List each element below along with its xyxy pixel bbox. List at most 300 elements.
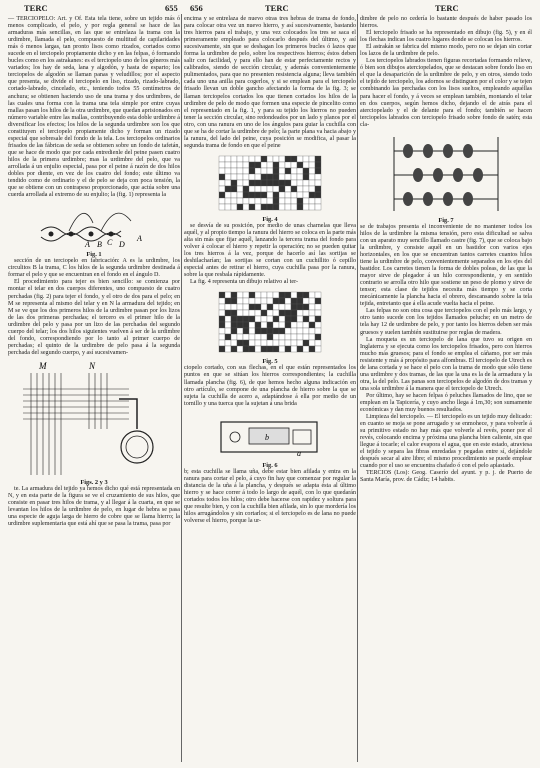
pattern-cell	[243, 204, 249, 210]
pattern-cell	[267, 180, 273, 186]
pattern-cell	[237, 162, 243, 168]
pattern-cell	[219, 298, 225, 304]
pattern-cell	[273, 328, 279, 334]
pattern-cell	[249, 174, 255, 180]
pattern-cell	[279, 174, 285, 180]
pattern-cell	[291, 186, 297, 192]
figure-label: A	[85, 240, 90, 250]
pattern-cell	[303, 174, 309, 180]
pattern-cell	[303, 322, 309, 328]
pattern-cell	[231, 316, 237, 322]
pattern-cell	[315, 198, 321, 204]
pattern-cell	[291, 304, 297, 310]
pattern-cell	[237, 292, 243, 298]
pattern-cell	[255, 204, 261, 210]
pattern-cell	[231, 198, 237, 204]
pattern-cell	[273, 316, 279, 322]
pattern-cell	[231, 334, 237, 340]
pattern-cell	[231, 322, 237, 328]
pattern-cell	[315, 168, 321, 174]
pattern-cell	[231, 168, 237, 174]
pattern-cell	[261, 174, 267, 180]
pattern-cell	[285, 340, 291, 346]
pattern-cell	[285, 292, 291, 298]
pattern-cell	[273, 204, 279, 210]
pattern-cell	[231, 186, 237, 192]
pattern-cell	[267, 334, 273, 340]
pattern-cell	[261, 192, 267, 198]
pattern-cell	[309, 346, 315, 352]
pattern-cell	[315, 192, 321, 198]
pattern-cell	[303, 304, 309, 310]
pattern-cell	[309, 310, 315, 316]
pattern-cell	[297, 334, 303, 340]
figure-7-castre-apparatus	[386, 131, 506, 215]
pattern-cell	[291, 204, 297, 210]
pattern-cell	[297, 298, 303, 304]
pattern-cell	[225, 346, 231, 352]
pattern-cell	[297, 198, 303, 204]
pattern-cell	[225, 204, 231, 210]
pattern-cell	[261, 316, 267, 322]
pattern-cell	[243, 328, 249, 334]
pattern-cell	[231, 192, 237, 198]
pattern-cell	[261, 156, 267, 162]
pattern-cell	[261, 346, 267, 352]
column-right	[360, 16, 532, 485]
pattern-cell	[219, 310, 225, 316]
pattern-cell	[267, 298, 273, 304]
pattern-cell	[249, 198, 255, 204]
pattern-cell	[303, 186, 309, 192]
pattern-cell	[297, 180, 303, 186]
pattern-cell	[249, 162, 255, 168]
pattern-cell	[243, 292, 249, 298]
pattern-cell	[219, 334, 225, 340]
pattern-cell	[285, 304, 291, 310]
pattern-cell	[249, 334, 255, 340]
pattern-cell	[237, 346, 243, 352]
figure-caption: Fig. 4	[262, 215, 278, 223]
pattern-cell	[309, 192, 315, 198]
pattern-cell	[237, 322, 243, 328]
pattern-cell	[303, 316, 309, 322]
paragraph: — TERCIOPELO: Art. y Of. Esta tela tiene, sobre un tejido más ó menos complicado, el pelo, y por regla general se hace de las armaduras más sencillas, en las que se entrelaza la trama con la urdimbre, llamada el pelo, compuesto de multitud de capilaridades más ó menos largas, tan pronto lisos como rizados, cortados como sucede en el terciopelo propiamente dicho y en las felpas, ó formando bucles como en los astrakanes: es el terciopelo uno de los géneros más variados; los hay de seda, lana y algodón, y hasta de esparto; los terciopelos de algodón se llaman panas y veludillos; por el aspecto que presenta, se divide el terciopelo en liso, rizado, rizado-labrado, cortado-labrado, cincelado, etc., teniendo todos 55 centímetros de anchura; se obtienen haciendo uso de una trama y dos urdimbres, de las cuales una forma con la trama una tela simple por entre cuyas mallas pasan los hilos de la otra urdimbre, que quedan aprisionados en número variable entre las mallas, contribuyendo esta doble urdimbre á diversificar los efectos; los hilos de la segunda urdimbre son los que constituyen el terciopelo propiamente dicho y forman un rizado especial que sobresale del fondo de la tela. Los terciopelos ordinarios frisados de las fábricas de seda se obtienen sobre un fondo de tafetán, que se hace de modo que por cada entredienle del peine pasen cuatro hilos de la primera urdimbre; mas la urdimbre del pelo, que va arrollada á un enjulio especial, pasa por el peine á razón de dos hilos dobles por diente, en vez de los cuatro del fondo; este último va tendido como de ordinario y el de pelo se deja con poca tensión, la que se obtiene con un contrapeso proporcionado, que actúa sobre una cuerda arrollada al extremo de su enjulio; la (fig. 1) representa la	[8, 16, 180, 199]
pattern-cell	[219, 168, 225, 174]
pattern-cell	[285, 322, 291, 328]
pattern-cell	[243, 322, 249, 328]
paragraph: sección de un terciopelo en fabricación: A es la urdimbre, los circulitos B la trama, C los hilos de la segunda urdimbre destinada á formar el pelo y que se encuentran en el fondo en el ángulo D.	[8, 258, 180, 279]
pattern-cell	[219, 180, 225, 186]
pattern-cell	[297, 156, 303, 162]
pattern-cell	[303, 340, 309, 346]
pattern-cell	[219, 198, 225, 204]
page-number-left: 655	[165, 3, 178, 13]
page-header	[0, 0, 540, 14]
pattern-cell	[225, 298, 231, 304]
pattern-cell	[231, 180, 237, 186]
pattern-cell	[249, 304, 255, 310]
pattern-cell	[237, 156, 243, 162]
pattern-cell	[219, 322, 225, 328]
pattern-cell	[291, 316, 297, 322]
pattern-cell	[303, 180, 309, 186]
pattern-cell	[285, 316, 291, 322]
pattern-cell	[255, 174, 261, 180]
pattern-cell	[249, 346, 255, 352]
paragraph: Los terciopelos labrados tienen figuras recortadas formando relieve, ó bien son dibujos aterciopelados, que se destacan sobre fondo liso en el que la desaparición de la urdimbre de pelo, y en otros, siendo todo el tejido de terciopelo, los adornos se distinguen por el color y se tejen combinando las perchadas con los lisos sueltos, empleando aquéllas para hacer el fondo, y á veces se emplean también, montando el telar en dos cuerpos, según hemos dicho, dejando el de atrás para el aterciopelado y el de delante para el fondo; también se hacen terciopelos labrados con terciopelo frisado sobre fondo de satén; esta cla-	[360, 58, 532, 128]
pattern-cell	[243, 198, 249, 204]
pattern-cell	[279, 204, 285, 210]
paragraph: dimbre de pelo no cedería lo bastante después de haber pasado los hierros.	[360, 16, 532, 30]
pattern-cell	[297, 192, 303, 198]
pattern-cell	[255, 298, 261, 304]
running-title-right: TERC	[435, 3, 459, 13]
pattern-cell	[273, 198, 279, 204]
pattern-cell	[243, 168, 249, 174]
pattern-cell	[243, 316, 249, 322]
paragraph: La fig. 4 representa un dibujo relativo al ter-	[190, 279, 299, 286]
pattern-cell	[291, 298, 297, 304]
pattern-cell	[285, 328, 291, 334]
pattern-cell	[285, 162, 291, 168]
pattern-cell	[231, 304, 237, 310]
pattern-cell	[255, 162, 261, 168]
pattern-cell	[291, 162, 297, 168]
pattern-cell	[279, 298, 285, 304]
pattern-cell	[297, 316, 303, 322]
pattern-cell	[303, 204, 309, 210]
pattern-cell	[249, 310, 255, 316]
pattern-cell	[255, 346, 261, 352]
pattern-cell	[315, 334, 321, 340]
pattern-cell	[303, 298, 309, 304]
pattern-cell	[303, 156, 309, 162]
pattern-cell	[315, 316, 321, 322]
pattern-cell	[231, 156, 237, 162]
pattern-cell	[273, 292, 279, 298]
pattern-cell	[237, 316, 243, 322]
pattern-cell	[237, 310, 243, 316]
pattern-cell	[291, 156, 297, 162]
pattern-cell	[279, 334, 285, 340]
pattern-cell	[273, 162, 279, 168]
pattern-cell	[285, 174, 291, 180]
pattern-cell	[303, 334, 309, 340]
pattern-cell	[237, 186, 243, 192]
pattern-cell	[231, 340, 237, 346]
figure-1-velvet-section	[39, 201, 149, 249]
pattern-cell	[255, 322, 261, 328]
pattern-cell	[231, 310, 237, 316]
pattern-cell	[237, 304, 243, 310]
pattern-cell	[291, 192, 297, 198]
pattern-cell	[237, 298, 243, 304]
pattern-cell	[249, 186, 255, 192]
pattern-cell	[267, 204, 273, 210]
pattern-cell	[261, 340, 267, 346]
running-title-left: TERC	[24, 3, 48, 13]
pattern-cell	[255, 192, 261, 198]
pattern-cell	[267, 322, 273, 328]
pattern-cell	[303, 346, 309, 352]
pattern-cell	[273, 322, 279, 328]
pattern-cell	[231, 204, 237, 210]
pattern-cell	[225, 316, 231, 322]
pattern-cell	[237, 180, 243, 186]
pattern-cell	[309, 322, 315, 328]
pattern-cell	[303, 292, 309, 298]
pattern-cell	[267, 328, 273, 334]
pattern-cell	[225, 322, 231, 328]
pattern-cell	[273, 168, 279, 174]
pattern-cell	[261, 292, 267, 298]
pattern-cell	[285, 198, 291, 204]
pattern-cell	[225, 192, 231, 198]
pattern-cell	[219, 174, 225, 180]
pattern-cell	[273, 304, 279, 310]
pattern-cell	[297, 328, 303, 334]
pattern-cell	[309, 204, 315, 210]
paragraph: ciopelo cortado, con sus flechas, en el que están representados los puntos en que se sitúan los hierros correspondientes; la cuchilla llamada plancha (fig. 6), de que hemos hecho alguna indicación en otro artículo, se compone de una plancha de hierro sobre la que se sujeta la cuchilla de acero a, adaptándose á ella por medio de un tornillo y una tuerca que la sujetan á una brida	[184, 365, 356, 407]
pattern-cell	[219, 156, 225, 162]
pattern-cell	[291, 310, 297, 316]
pattern-cell	[237, 334, 243, 340]
paragraph: El astrakán se fabrica del mismo modo, pero no se dejan sin cortar los lazos de la urdimbre de pelo.	[360, 44, 532, 58]
pattern-cell	[249, 180, 255, 186]
pattern-cell	[279, 340, 285, 346]
pattern-cell	[267, 186, 273, 192]
paragraph: se desvía de su posición, por medio de unas charnelas que lleva aquél, y al propio tiempo la ranura del hierro se coloca en la parte más alta sin más que fijar aquél, lanzando la tercera trama del fondo para volver á colocar el hierro y repetir la operación; no se pueden quitar los tres hierros á la vez, porque de hacerlo así las sortijas se deshilacharían; las sortijas se cortan con un cuchillito ó cepillo especial antes de retirar el hierro, cuya cuchilla pasa por la ranura, sobre la que resbala rápidamente.	[184, 222, 356, 279]
pattern-cell	[279, 180, 285, 186]
pattern-cell	[291, 292, 297, 298]
pattern-cell	[297, 340, 303, 346]
paragraph: encima y se entrelaza de nuevo otras tres hebras de trama de fondo, para colocar otra vez un nuevo hierro, y así sucesivamente, bastando tres hierros para el trabajo, y una vez colocados los tres se saca el primeramente empleado para colocarlo después del último, y así sucesivamente, sin que se deshagan los primeros bucles ó lazos que forma la urdimbre de pelo, sobre los respectivos hierros; éstos deben salir con facilidad, y para ello han de estar perfectamente rectos y calibrados, siendo de sección circular, y además convenientemente pulimentados, para que no presenten resistencia alguna; lleva también cada uno una anilla para cogerlos, y si se emplean para el terciopelo frisado llevan un doble gancho afectando la forma de la fig. 3; se llaman terciopelos cortados los que tienen cortados los hilos de la urdimbre de pelo de modo que formen una especie de pincelito como el representado en la fig. 1, y para su tejido los hierros no pueden tener la sección circular, sino redondeados por un lado y planos por el otro, con una ranura en uno de los ángulos para guiar la cuchilla con que se ha de cortar la urdimbre de pelo; la parte plana va hacia abajo y la ranura, del lado del peine, cuya posición se modifica, al pasar la segunda trama de fondo en que el peine	[184, 16, 356, 149]
paragraph: Limpieza del terciopelo. — El terciopelo es un tejido muy delicado: en cuanto se moja se pone arrugado y se enmohece, y para volverle á su primitivo estado no hay más que volverle al revés, poner por el revés, colocando encima y próxima una plancha bien caliente, sin que llegue á tocarle; el calor evapora el agua, que en este estado, atraviesa el tejido y separa las fibras enredadas y pegadas entre sí, dejándole después secar al aire libre; el mismo procedimiento se puede emplear cuando por el uso se encuentra chafado ó con el pelo aplastado.	[360, 414, 532, 470]
pattern-cell	[279, 198, 285, 204]
paragraph: La moqueta es un terciopelo de lana que tuvo su origen en Inglaterra y se ejecuta como los terciopelos frisados, pero con hierros mucho más gruesos; para el fondo se emplea el cáñamo, por ser más resistente y más á propósito para alfombras. El terciopelo de Utrech es de lana cortada y se hace el pelo con la trama de modo que sólo tiene una urdimbre y dos tramas, de las que la una es la de la armadura y la otra, la del pelo. Las panas son terciopelos de algodón de dos tramas y una sola urdimbre á la manera que el terciopelo de Utrech.	[360, 336, 532, 392]
pattern-cell	[225, 328, 231, 334]
pattern-cell	[249, 204, 255, 210]
pattern-cell	[261, 168, 267, 174]
pattern-cell	[297, 204, 303, 210]
pattern-cell	[255, 292, 261, 298]
pattern-cell	[279, 292, 285, 298]
pattern-cell	[225, 198, 231, 204]
pattern-cell	[309, 156, 315, 162]
pattern-cell	[243, 304, 249, 310]
pattern-cell	[315, 204, 321, 210]
pattern-cell	[279, 156, 285, 162]
pattern-cell	[315, 162, 321, 168]
pattern-cell	[225, 162, 231, 168]
figure-label: C	[107, 238, 113, 248]
pattern-cell	[315, 292, 321, 298]
pattern-cell	[249, 292, 255, 298]
pattern-cell	[249, 316, 255, 322]
pattern-cell	[273, 340, 279, 346]
pattern-cell	[231, 174, 237, 180]
pattern-cell	[225, 310, 231, 316]
pattern-cell	[219, 346, 225, 352]
pattern-cell	[297, 310, 303, 316]
figure-caption: Fig. 5	[262, 358, 278, 366]
pattern-cell	[237, 198, 243, 204]
pattern-cell	[231, 328, 237, 334]
pattern-cell	[237, 340, 243, 346]
pattern-cell	[231, 346, 237, 352]
figure-caption: Fig. 7	[438, 216, 454, 224]
pattern-cell	[285, 168, 291, 174]
figure-caption: Fig. 1	[86, 251, 102, 259]
pattern-cell	[255, 180, 261, 186]
pattern-cell	[285, 310, 291, 316]
pattern-cell	[237, 168, 243, 174]
pattern-cell	[273, 334, 279, 340]
running-title-center: TERC	[265, 3, 289, 13]
pattern-cell	[273, 346, 279, 352]
pattern-cell	[285, 204, 291, 210]
pattern-cell	[273, 180, 279, 186]
paragraph: El procedimiento para tejer es bien sencillo: se comienza por montar el telar en dos cuerpos diferentes, uno compuesto de cuatro perchadas (fig. 2) para tejer el fondo, y el otro de dos para el pelo; en M se representa al mismo del telar y en N la armadura del tejido; en M se ve que los dos primeros hilos de la urdimbre pasan por los lizos de las dos primeras perchadas; el tercero es el primer hilo de la urdimbre del pelo y pasa por un lizo de las perchadas del segundo cuerpo del telar; los dos hilos siguientes vuelven á ser de la urdimbre del fondo, correspondiendo por lo tanto al primer cuerpo de perchadas; el quinto de la urdimbre de pelo pasa á la segunda perchada del segundo cuerpo, y así sucesivamen-	[8, 279, 180, 356]
paragraph: Por último, hay se hacen felpas ó peluches llamados de lino, que se emplean en la Tapicería, y cuyo ancho llega á 1m,30; son sumamente económicas y dan muy buenos resultados.	[360, 392, 532, 414]
column-divider	[357, 14, 358, 762]
pattern-cell	[219, 328, 225, 334]
pattern-cell	[225, 292, 231, 298]
pattern-cell	[315, 186, 321, 192]
pattern-cell	[243, 346, 249, 352]
pattern-cell	[309, 162, 315, 168]
pattern-cell	[297, 346, 303, 352]
pattern-cell	[315, 346, 321, 352]
pattern-cell	[237, 174, 243, 180]
pattern-cell	[243, 180, 249, 186]
pattern-cell	[267, 156, 273, 162]
pattern-cell	[219, 192, 225, 198]
pattern-cell	[297, 304, 303, 310]
pattern-cell	[261, 298, 267, 304]
pattern-cell	[303, 310, 309, 316]
pattern-cell	[315, 298, 321, 304]
pattern-cell	[267, 316, 273, 322]
pattern-cell	[291, 168, 297, 174]
pattern-cell	[267, 310, 273, 316]
pattern-cell	[273, 298, 279, 304]
pattern-cell	[249, 298, 255, 304]
pattern-cell	[315, 340, 321, 346]
pattern-cell	[255, 186, 261, 192]
pattern-cell	[309, 304, 315, 310]
pattern-cell	[249, 156, 255, 162]
pattern-cell	[255, 316, 261, 322]
pattern-cell	[231, 292, 237, 298]
pattern-cell	[255, 340, 261, 346]
pattern-cell	[297, 174, 303, 180]
pattern-cell	[243, 162, 249, 168]
pattern-cell	[237, 192, 243, 198]
pattern-cell	[261, 328, 267, 334]
pattern-cell	[303, 162, 309, 168]
pattern-cell	[309, 168, 315, 174]
pattern-cell	[285, 156, 291, 162]
paragraph: Las felpas no son otra cosa que terciopelos con el pelo más largo, y otro tanto sucede con los tejidos llamados peluche; en un metro de tela hay 12 de urdimbre de pelo, y por tanto los hierros deben ser más gruesos y suelen también sustituirse por reglas de madera.	[360, 308, 532, 336]
paragraph: se de trabajos presenta el inconveniente de no mantener todos los hilos de la urdimbre la misma tensión, pero esta dificultad se salva con un aparato muy sencillo llamado castre (fig. 7), que se coloca bajo la urdimbre, y consiste aquél en un bastidor con varios ejes horizontales, en los que se encuentran tantos carretes cuantos hilos tiene la urdimbre de pelo, convenientemente separados en los ejes del bastidor. Los carretes tienen la forma de dobles poleas, de las que la mayor sirve de plegador á un hilo correspondiente, y en sentido contrario se arrolla otro hilo que sostiene un peso de plomo y sirve de tensor; esta clase de tejidos necesita más tiempo y se corta mecánicamente la plancha hacia el obrero, descansando sobre la tela tejida, entretanto que á ella acude vuelta hacia el peine.	[360, 223, 532, 308]
pattern-cell	[267, 192, 273, 198]
pattern-cell	[237, 328, 243, 334]
pattern-cell	[249, 322, 255, 328]
pattern-cell	[255, 328, 261, 334]
pattern-cell	[279, 304, 285, 310]
pattern-cell	[243, 310, 249, 316]
pattern-cell	[291, 322, 297, 328]
pattern-cell	[285, 346, 291, 352]
figure-caption: Fig. 6	[262, 461, 278, 469]
pattern-cell	[219, 292, 225, 298]
pattern-cell	[273, 192, 279, 198]
pattern-cell	[273, 310, 279, 316]
pattern-cell	[315, 328, 321, 334]
pattern-cell	[279, 322, 285, 328]
pattern-cell	[219, 204, 225, 210]
pattern-cell	[243, 334, 249, 340]
pattern-cell	[279, 162, 285, 168]
pattern-cell	[267, 340, 273, 346]
pattern-cell	[285, 192, 291, 198]
pattern-cell	[279, 310, 285, 316]
figure-4-velvet-pattern	[215, 152, 325, 214]
pattern-cell	[255, 156, 261, 162]
pattern-cell	[279, 192, 285, 198]
pattern-cell	[267, 346, 273, 352]
pattern-cell	[261, 198, 267, 204]
pattern-cell	[315, 322, 321, 328]
pattern-cell	[255, 198, 261, 204]
pattern-cell	[267, 162, 273, 168]
pattern-cell	[309, 340, 315, 346]
pattern-cell	[309, 328, 315, 334]
pattern-cell	[225, 174, 231, 180]
pattern-cell	[249, 328, 255, 334]
pattern-cell	[273, 156, 279, 162]
pattern-cell	[279, 346, 285, 352]
pattern-cell	[303, 168, 309, 174]
pattern-cell	[243, 156, 249, 162]
page-number-center: 656	[190, 3, 203, 13]
pattern-cell	[291, 198, 297, 204]
pattern-cell	[285, 298, 291, 304]
pattern-cell	[279, 328, 285, 334]
figure-6-cutting-plane	[215, 410, 325, 460]
pattern-cell	[225, 156, 231, 162]
pattern-cell	[309, 174, 315, 180]
column-left	[8, 16, 180, 528]
pattern-cell	[315, 304, 321, 310]
pattern-cell	[261, 204, 267, 210]
column-center	[184, 16, 356, 525]
pattern-cell	[255, 334, 261, 340]
pattern-cell	[261, 162, 267, 168]
pattern-cell	[243, 340, 249, 346]
paragraph: b; esta cuchilla se llama uña, debe estar bien afilada y entra en la ranura para cortar el pelo, á cuyo fin hay que comenzar por regular la distancia de la uña á la plancha, y después se adapta ésta al último hierro y se hace correr á todo lo largo de aquél, con lo que quedarán cortados todos los hilos; otro debe hacerse con rapidez y soltura para que resulte bien, y con la cuchilla bien afilada, sin lo que mordería los hilos arrugándolos y sin cortarlos; si el terciopelo es de lana no puede volverse el hierro, porque la ur-	[184, 468, 356, 525]
pattern-cell	[231, 298, 237, 304]
paragraph: TERCIOS (Los): Geog. Caserío del ayunt. y p. j. de Puerto de Santa María, prov. de Cádiz; 14 habits.	[360, 470, 532, 484]
column-divider	[181, 14, 182, 762]
paragraph: El terciopelo frisado se ha representado en dibujo (fig. 5), y en él los flechas indican los cuatro lugares donde se colocan los hierros.	[360, 30, 532, 44]
pattern-cell	[291, 340, 297, 346]
figure-label: B	[97, 240, 102, 250]
pattern-cell	[255, 304, 261, 310]
pattern-cell	[267, 174, 273, 180]
